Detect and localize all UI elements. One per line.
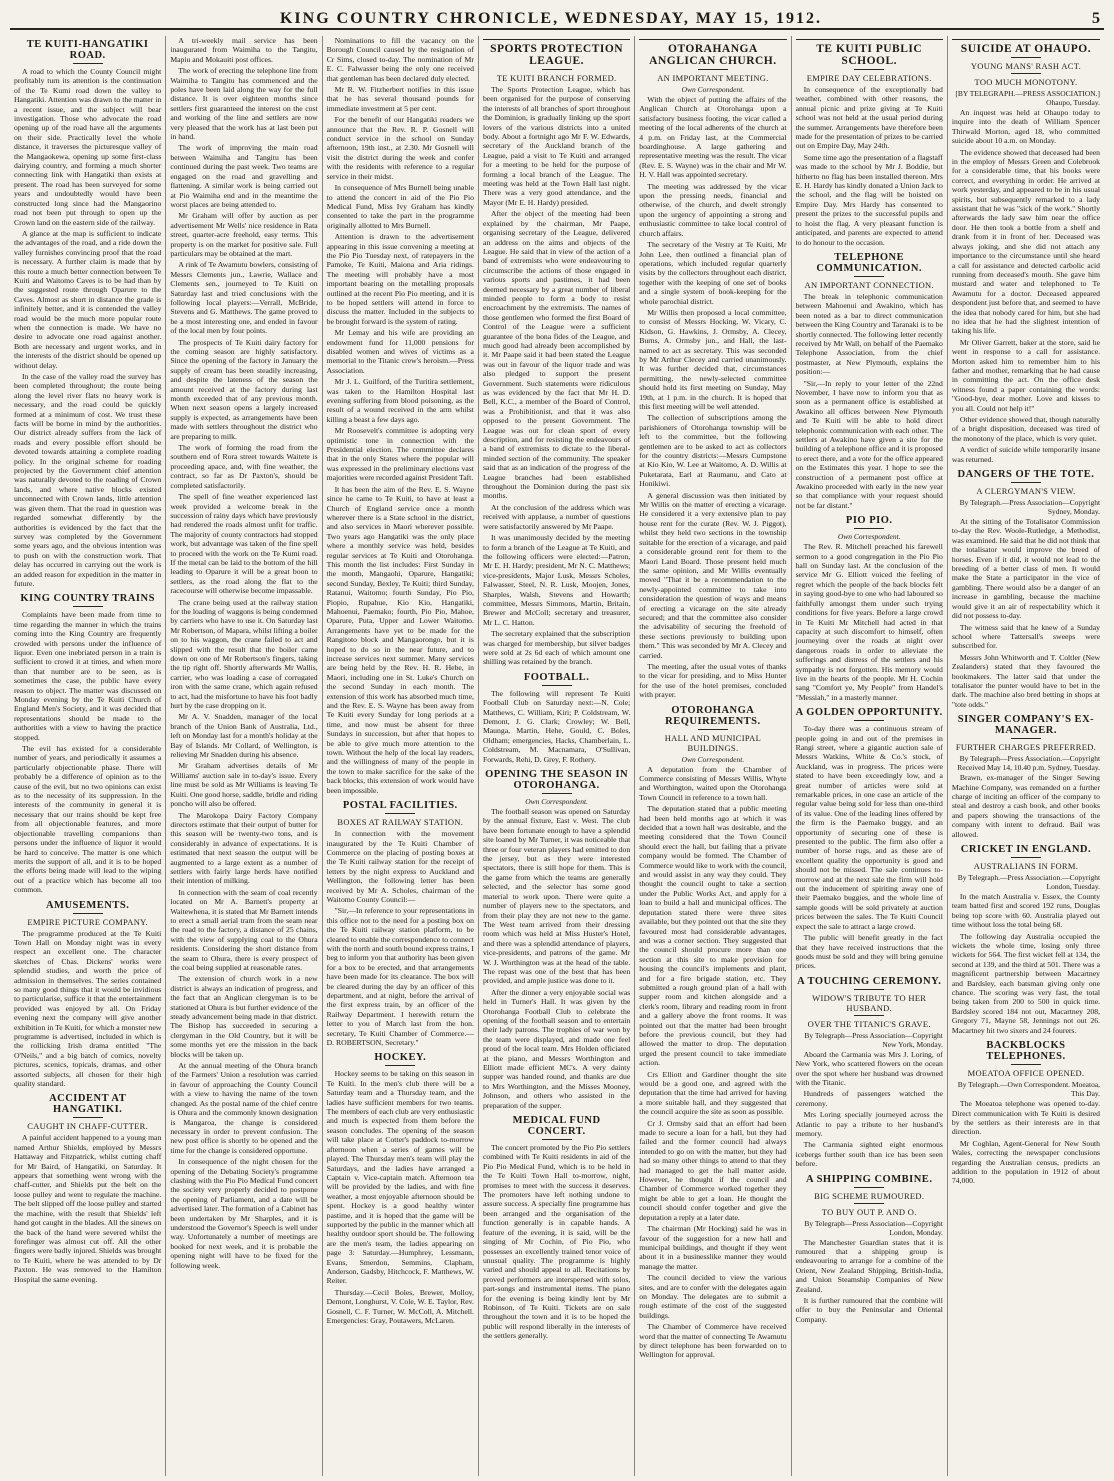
article-paragraph: A rink of Te Awamutu bowlers, consisting of Messrs Clements jun., Lawrie, Wallace and Clements sen., journeyed to Te Kuiti on Saturday last and tried conclusions with the following local players:—Verrall, McBride, Stevens and G. Matthews. The game proved to be a most interesting one, and ended in favour of the local men by four points. (170, 260, 318, 336)
article-paragraph: At the annual meeting of the Ohura branch of the Farmers' Union a resolution was carried in favour of approaching the County Council with a view to having the name of the town changed. As the postal name of the chief centre is Ohura and the commonly known designation is Mangaroa, the change is considered necessary in order to prevent confusion. The new post office is shortly to be opened and the time for the change is considered opportune. (170, 1061, 318, 1155)
article-subheading: CAUGHT IN CHAFF-CUTTER. (27, 1121, 149, 1132)
article-paragraph: Mr A. V. Snadden, manager of the local branch of the Union Bank of Australia, Ltd., left on Monday last for a month's holiday at the Bay of Islands. Mr Collard, of Wellington, is relieving Mr Snadden during his absence. (170, 712, 318, 760)
article-subheading: A CLERGYMAN'S VIEW. (976, 486, 1076, 497)
article-paragraph: The break in telephonic communication between Mahoenui and Awakino, which has been noted as a bar to direct communication between the King Country and Taranaki is to be shortly connected. The following letter recently received by Mr Wall, on behalf of the Paemako Telephone Association, from the chief postmaster, at New Plymouth, explains the position:— (795, 291, 943, 377)
article-paragraph: Cr J. Ormsby said that an effort had been made to secure a loan for a hall, but they had failed and the former council had always intended to go on with the matter, but they had had so many other things to attend to that they had managed to get the hall matter aside. However, he thought if the council and Chamber of Commerce worked together they might be able to get a loan. He thought the council should confer together and give the deputation a reply at a later date. (639, 1118, 787, 1222)
article-paragraph: It is further rumoured that the combine will offer to buy the Peninsular and Oriental Company. (795, 1296, 943, 1324)
article-paragraph: The evidence showed that deceased had been in the employ of Messrs Green and Colebrook for a considerable time, that his books were correct, and everything in order. He arrived at work yesterday, and appeared to be in his usual spirits, but subsequently remarked to a lady assistant that he was "sick of the work." Shortly afterwards the lady saw him near the office door. He then took a bottle from a shelf and drank from it in front of her. Deceased was always joking, and she did not attach any importance to the circumstance until she heard a call for assistance and detected carbolic acid running from deceased's mouth. She gave him mustard and water and telephoned to Te Awamutu for a doctor. Deceased appeared despondent just before that, and seemed to have the idea that nobody cared for him, but she had no idea that he had the slightest intention of taking his life. (951, 147, 1101, 336)
article-paragraph: At the sitting of the Totalisator Commission to-day the Rev. Woole-Rutledge, a Methodist, was examined. He said that he did not think that the totalisator would improve the breed of horses. Even if it did, it would not lead to the breeding of a better class of men. It would make the State a participator in the vice of gambling. There would also be a danger of an increase in gambling, because the machine would give it an air of respectability which it did not possess to-day. (951, 517, 1101, 621)
article-paragraph: The work of erecting the telephone line from Waimiha to Tangitu has commenced and the poles have been laid along the way for the full distance. It is over eighteen months since settlers first guaranteed the interest on the cost and working of the line and settlers are now very pleased that the work has at last been put in hand. (170, 66, 318, 142)
heading-rule (698, 729, 728, 730)
article-paragraph: The crane being used at the railway station for the loading of waggons is being condemned by carriers who have to use it. On Saturday last Mr Robertson, of Mapara, whilst lifting a boiler on to his waggon, the crane failed to act and slipped with the result that the boiler came down on one of Mr Robertson's fingers, taking the tip right off. Shortly afterwards Mr Wallis, carrier, who was loading a case of corrugated iron with the same crane, which again refused to act, had the misfortune to have his foot badly hurt by the case dropping on it. (170, 597, 318, 711)
article-byline: Own Correspondent. (837, 532, 901, 542)
article-heading: ACCIDENT AT HANGATIKI. (49, 1093, 127, 1116)
heading-rule (854, 1187, 884, 1188)
article-paragraph: In connection with the seam of coal recently located on Mr A. Barnett's property at Waitewhena, it is stated that Mr Barnett intends to erect a small aerial tram from the seam near the road to the factory, a distance of 25 chains, with the view of supplying coal to the Ohura residents. Considering the short distance from the seam to Ohura, there is every prospect of the coal being supplied at reasonable rates. (170, 887, 318, 972)
article-dateline: [BY TELEGRAPH.—PRESS ASSOCIATION.] Ohaupo, Tuesday. (955, 89, 1101, 107)
column-7 (948, 36, 1104, 1476)
article (952, 1040, 1100, 1186)
article-paragraph: The deputation stated that a public meeting had been held months ago at which it was decided that a town hall was desirable, and the meeting considered that the Town Council should erect the hall, but failing that a private company would be formed. The Chamber of Commerce would like to work with the council, and would assist in any way they could. They thought the council ought to take a section under the Public Works Act, and apply for a loan to build a hall and municipal offices. The deputation stated there were three sites available, but they pointed out that the site they favoured most had considerable advantages, and was a corner section. They suggested that the council should procure more than one section at this site to make provision for housing the council's implements and plant, and for a fire brigade station, etc. They submitted a rough ground plan of a hall with supper room and kitchen alongside and a clerk's room, library and reading room in front and a gallery above the front rooms. It was pointed out that the matter had been brought before the previous council, but they had allowed the matter to drop. The deputation urged the present council to take immediate action. (639, 804, 787, 1068)
article-subheading: EMPIRE DAY CELEBRATIONS. (806, 73, 932, 83)
article-paragraph: The following will represent Te Kuiti Football Club on Saturday next:—N. Cole; Matthews, C. William, Kiri; P. Coldstream, W. Demont, J. G. Clark; Crowley; W. Bell, Maunga, Martin, Hehe, Gould, C. Boles, Oldham; emergencies, Hacks, Chamberlain, L. Coldstream, M. Macnamara, O'Sullivan, Forwards, Rehi, D. Grey, F. Rothery. (482, 688, 631, 764)
column-4 (479, 36, 635, 1476)
heading-rule (854, 720, 884, 721)
article-dateline: By Telegraph.—Own Correspondent. Moeatoa, This Day. (957, 1080, 1101, 1099)
heading-rule (73, 913, 103, 914)
heading-rule (1011, 1064, 1041, 1065)
article-paragraph: The concert promoted by the Pio Pio settlers combined with Te Kuiti residents in aid of the Pio Pio Medical Fund, which is to be held in the Te Kuiti Town Hall to-morrow, night, promises to meet with the success it deserves. The promoters have left nothing undone to assure success. A specially fine programme has been arranged and the organisation of the function generally is in capable hands. A feature of the evening, it is said, will be the singing of Mr Cochin, of Pio Pio, who possesses an excellently trained tenor voice of unusual quality. The programme is highly varied and should appeal to all. Recitations by proved performers are interspersed with solos, part-songs and instrumental items. The piano for the evening is being kindly lent by Mr Robinson, of Te Kuiti. Tickets are on sale throughout the town and it is to be hoped the public will respond liberally in the interests of the settlers generally. (482, 1143, 631, 1341)
article-paragraph: The Moeatoa telephone was opened to-day. Direct communication with Te Kuiti is desired by the settlers as their interests are in that direction. (951, 1099, 1101, 1137)
article-paragraph: The Manchester Guardian states that it is rumoured that a shipping group is endeavouring to arrange for a combine of the Orient, New Zealand Shipping, British-India, and Union Steamship Companies of New Zealand. (795, 1237, 943, 1294)
article-paragraph: Other evidence showed that, though naturally of a bright disposition, deceased was tired of the monotony of the place, which is very quiet. (951, 415, 1101, 443)
article-paragraph: After the dinner a very enjoyable social was held in Turner's Hall. It was given by the Otorohanga Football Club to celebrate the opening of the football season and to entertain their lady patrons. The trophies of war won by the team were displayed, and made one feel proud of the local team. Mrs Holden officiated at the piano, and Messrs Worthington and Elliott made efficient MC's. A very dainty supper was handed round, and thanks are due to Mrs Worthington, and the Misses Mooney, Johnson, and others who assisted in the preparation of the supper. (482, 987, 631, 1110)
article-dateline: By Telegraph—Press Association—Copyright London, Monday. (804, 1218, 943, 1237)
article-paragraph: Mrs Loring specially journeyed across the Atlantic to pay a tribute to her husband's memory. (795, 1110, 943, 1138)
article-paragraph: The witness said that he knew of a Sunday school where Tattersall's sweeps were subscribed for. (951, 622, 1101, 651)
article-paragraph: At the conclusion of the address which was received with applause, a number of questions were satisfactorily answered by Mr Paape. (482, 502, 631, 531)
article-paragraph: Mr Coghlan, Agent-General for New South Wales, correcting the newspaper conclusions regarding the Australian census, predicts an addition to the population in 1912 of about 74,000. (951, 1138, 1101, 1186)
article-paragraph: Mr Lemay and his wife are providing an endowment fund for 11,000 pensions for disabled women and wives of victims as a memorial to the Titanic crew's heroism.—Press Association. (326, 328, 474, 375)
article-paragraph: Mr Graham advertises details of Mr Williams' auction sale in to-day's issue. Every line must be sold as Mr Williams is leaving Te Kuiti. One good horse, saddle, bridle and riding poncho will also be offered. (170, 761, 318, 809)
article-byline: Own Correspondent. (525, 797, 588, 807)
article-subheading: BIG SCHEME RUMOURED. (814, 1190, 925, 1201)
heading-rule (542, 69, 572, 70)
page-number: 5 (1092, 10, 1100, 27)
article (483, 39, 630, 667)
article (796, 39, 943, 247)
subheading-rule (854, 1015, 884, 1016)
article-subheading: EMPIRE PICTURE COMPANY. (27, 916, 148, 927)
heading-rule (854, 528, 884, 529)
article-paragraph: The meeting was addressed by the vicar upon the pressing needs, financial and otherwise, of the church, and dwelt strongly upon the urgency of appointing a strong and enthusiastic committee to take local control of church affairs. (639, 181, 787, 238)
heading-rule (73, 1117, 103, 1118)
article-heading: DANGERS OF THE TOTE. (957, 469, 1095, 481)
column-6 (792, 36, 948, 1476)
article-paragraph: Mr Willis then proposed a local committee, to consist of Messrs Hocking, W. Vicary, C. Kidson, G. Hawkins, J. Ormsby, A. Clecey, Burns, A. Ormsby jun., and Hall, the last-named to act as secretary. This was seconded by Mr Arthur Clecey and carried unanimously. It was further decided that, circumstances permitting, the newly-selected committee should hold its first meeting on Sunday, May 19th, at 1 p.m. in the church. It is hoped that this first meeting will be well attended. (639, 307, 787, 411)
article-paragraph: In consequence of the exceptionally bad weather, combined with other reasons, the annual picnic and prize giving at Te Kuiti school was not held at the usual period during the summer. Arrangements have therefore been made for the presentation of prizes to be carried out on Empire Day, May 24th. (795, 85, 943, 151)
article-dateline: By Telegraph.—Press Association—Copyright Sydney, Monday. (959, 498, 1101, 517)
article-heading: AMUSEMENTS. (45, 899, 130, 911)
article (796, 515, 943, 702)
article-paragraph: Hundreds of passengers watched the ceremony. (795, 1089, 943, 1108)
article-heading: TELEPHONE COMMUNICATION. (816, 251, 923, 274)
article-paragraph: The work of improving the main road between Waimiha and Tangitu has been continued during the past week. Two teams are engaged on the road and gravelling and flattening. A similar work is being carried out at Pio Waimiha end and in the meantime the worst places are being attended to. (170, 143, 318, 209)
heading-rule (385, 1065, 415, 1066)
article-paragraph: Mr J. L. Guilford, of the Turitira settlement, was taken to the Hamilton Hospital last evening suffering from blood poisoning, as the result of a wound received in the arm whilst killing a beast a few days ago. (326, 377, 474, 424)
heading-rule (1011, 57, 1041, 58)
article (483, 1115, 630, 1341)
article (14, 39, 161, 588)
article-subheading: MOEATOA OFFICE OPENED. (967, 1068, 1085, 1079)
column-1 (10, 36, 166, 1476)
column-5 (635, 36, 791, 1476)
article (796, 976, 943, 1169)
article-paragraph: Messrs John Whitworth and T. Coltler (New Zealanders) stated that they favoured the bookmakers. The latter said that under the totalisator the punter would have to bet in the dark. The machine also bred betting in shops at "tote odds." (951, 652, 1101, 709)
article-paragraph: For the benefit of our Hangatiki readers we announce that the Rev. R. P. Gosnell will conduct service in the school on Sunday afternoon, 19th inst., at 2.30. Mr Gosnell will visit the district during the week and confer with the residents with reference to a regular service in their midst. (326, 115, 474, 181)
heading-rule (73, 63, 103, 64)
heading-rule (542, 793, 572, 794)
article-paragraph: A verdict of suicide while temporarily insane was returned. (951, 445, 1101, 464)
article-subheading: AN IMPORTANT MEETING. (657, 73, 769, 83)
article-paragraph: It was unanimously decided by the meeting to form a branch of the League at Te Kuiti, and the following officers were elected:—Patron, Mr E. H. Hardy; president, Mr N. C. Matthews; vice-presidents, Major Lusk, Messrs Scholes, Falwasser, Steel, N. R. Lusk, Moojen, Jones, Sharples, Walsh, Stevens and Howarth; committee, Messrs Simmons, Martin, Britain, Brewer and McColl; secretary and treasurer, Mr L. C. Hatton. (482, 533, 631, 627)
article-paragraph: Mr Roosevelt's committee is adopting very optimistic tone in connection with the Presidential election. The committee declares that in the only States where the popular will was expressed in the preliminary elections vast majorities were recorded against President Taft. (326, 426, 474, 483)
article-paragraph: A glance at the map is sufficient to indicate the advantages of the road, and a ride down the valley furnishes convincing proof that the road is necessary. A further claim is made that by this route a much better connection between Te Kuiti and Waitomo Caves is to be had than by the suggested route through Oparure to the Caves. Almost as short in distance the grade is infinitely better, and it is contended the valley road would be the much more popular route when the connection is made. We have no desire to advocate one road against another. Both are necessary and urgent works, and in the interests of the district should be opened up without delay. (14, 228, 162, 370)
article-paragraph: Aboard the Carmania was Mrs J. Loring, of New York, who scattered flowers on the ocean over the spot where her husband was drowned with the Titanic. (795, 1049, 943, 1087)
article-paragraph: In consequence of Mrs Burnell being unable to attend the concert in aid of the Pio Pio Medical Fund, Miss Ivy Graham has kindly consented to take the part in the programme originally allotted to Mrs Burnell. (326, 183, 474, 230)
column-2 (166, 36, 322, 1476)
masthead (10, 6, 1104, 30)
article-heading: A SHIPPING COMBINE. (805, 1173, 933, 1185)
article-paragraph: A road to which the County Council might profitably turn its attention is the continuation of the Te Kumi road down the valley to Hangatiki. Attention was drawn to the matter in a recent issue, and the subject will bear investigation. Those who advocate the road opening up of the road have all the arguments on their side. Practically level the whole distance, it traverses the picturesque valley of the Mangaokewa, opening up some first-class dairying country, and forming a much shorter connecting link with Hangatiki than exists at present. The road has been surveyed for some years and undoubtedly would have been constructed long since had the Mangaorino road not been put through to open up the Crown land on the eastern side of the railway. (14, 67, 162, 227)
article-subheading: TE KUITI BRANCH FORMED. (496, 73, 617, 83)
heading-rule (73, 606, 103, 607)
article-paragraph: With the object of putting the affairs of the Anglican Church at Otorohanga upon a satisfactory business footing, the vicar called a meeting of the local adherents of the church at 4 p.m. on Friday last, at the Commercial boardinghouse. A large gathering and representative meeting was the result. The vicar (Rev. E. S. Wayne) was in the chair and Mr W. H. V. Hall was appointed secretary. (639, 95, 787, 180)
article-paragraph: The secretary explained that the subscription was charged for membership, but silver badges were sold at 2s 6d each of which amount one shilling was retained by the branch. (482, 629, 631, 667)
article-paragraph: The Marokopa Dairy Factory Company directors estimate that their output of butter for this season will be twenty-two tons, and is considerably in advance of expectations. It is estimated that next season the output will be augmented to a large extent as a number of settlers with fairly large herds have notified their intention of milking. (170, 810, 318, 886)
heading-rule (542, 1139, 572, 1140)
article (170, 36, 317, 1270)
article-paragraph: The Sports Protection League, which has been organised for the purpose of conserving the interests of all branches of sport throughout the Dominion, is gradually linking up the sport lovers of the various districts into a united body. About a fortnight ago Mr F. W. Edwards, secretary of the Auckland branch of the League, paid a visit to Te Kuiti and arranged for a meeting to be held for the purpose of forming a local branch of the League. The meeting was held at the Town Hall last night. There was a very good attendance, and the Mayor (Mr E. H. Hardy) presided. (482, 85, 631, 207)
article-subheading: HALL AND MUNICIPAL BUILDINGS. (664, 732, 762, 753)
article (952, 844, 1100, 1035)
article-paragraph: The Rev. R. Mitchell preached his farewell sermon to a good congregation in the Pio Pio hall on Sunday last. At the conclusion of the service Mr G. Elliott voiced the feeling of regret which the people of the back blocks felt in saying good-bye to one who had laboured so faithfully amongst them under such trying conditions for five years. Before a large crowd in Te Kuiti Mr Mitchell had acted in that capacity at such discomfort to himself, often journeying over the roads at night over dangerous roads in order to alleviate the sufferings and distress of the settlers and his sympathy is not forgotten. His memory would live in the hearts of the people. Mr H. Cochin sang "Comfort ye, My People" from Handel's "Messiah," in a masterly manner. (795, 542, 943, 702)
heading-rule (854, 69, 884, 70)
article-heading: CRICKET IN ENGLAND. (960, 844, 1092, 855)
article-paragraph: The extension of church work in a new district is always an indication of progress, and the fact that an Anglican clergyman is to be stationed at Ohura is but further evidence of the steady advancement being made in that district. The Bishop has succeeded in securing a clergyman in the Old Country, but it will be some months yet ere the mission in the back blocks will be taken up. (170, 974, 318, 1059)
article-paragraph: A painful accident happened to a young man named Arthur Shields, employed by Messrs Hattaway and Fitzpatrick, whilst cutting chaff for Mr Baird, of Hangatiki, on Saturday. It appears that something went wrong with the chaff-cutter, and Shields put the belt on the loose pulley and went to regulate the machine. The belt slipped off the loose pulley and started the machine, with the result that Shields' left hand got caught in the blades. All the sinews on the back of the hand were severed whilst the forefinger was almost cut off. All the other fingers were badly injured. Shields was brought to Te Kuiti, where he was attended to by Dr Paxton. He was removed to the Hamilton Hospital the same evening. (14, 1133, 162, 1284)
heading-rule (854, 276, 884, 277)
article-paragraph: In connection with the movement inaugurated by the Te Kuiti Chamber of Commerce on the placing of posting boxes at the Te Kuiti railway station for the receipt of letters by the night express to Auckland and Wellington, the following letter has been received by Mr A. Scholes, chairman of the Waitomo County Council:— (326, 829, 474, 904)
article-paragraph: The chairman (Mr Hocking) said he was in favour of the suggestion for a new hall and municipal buildings, and thought if they went about it in a businesslike manner they would manage the matter. (639, 1224, 787, 1271)
article (796, 1174, 943, 1325)
article (14, 1093, 161, 1284)
article-heading: BACKBLOCKS TELEPHONES. (986, 1040, 1066, 1063)
article-paragraph: "Sir,—In reply to your letter of the 22nd November, I have now to inform you that as soon as a permanent office is established at Awakino all offices between New Plymouth and Te Kuiti will be able to hold direct telephonic communication with each other. The settlers at Awakino have given a site for the building of a telephone office and it is proposed to erect there, and a vote for the office appeared on the Estimates this year. I hope to see the construction of a permanent post office at Awakino proceeded with early in the new year so that compliance with your request should not be far distant." (795, 378, 943, 510)
article-paragraph: The meeting, after the usual votes of thanks to the vicar for presiding, and to Miss Hunter for the use of the hotel premises, concluded with prayer. (639, 661, 787, 700)
article (327, 1052, 474, 1325)
subheading-rule (854, 1203, 884, 1204)
article-paragraph: The football season was opened on Saturday by the annual fixture, East v. West. The club have been fortunate enough to have a splendid site loaned by Mr Turner, it was noticeable that three or four veteran players had emitted to don the jersey, but as they were interested spectators, there is still hope for them. This is the game from which the teams are generally selected, and the selector has some good material to work upon. There were quite a number of players new to the spectators, and from their play they are not new to the game. The West team arrived from their dressing room which was held at Miss Huster's Hotel, and there was a splendid attendance of players, vice-presidents, and patrons of the game. Mr W. J. Worthington was at the head of the table. The repast was one of the best that has been provided, and ample justice was done to it. (482, 807, 631, 986)
article-subheading: AN IMPORTANT CONNECTION. (804, 279, 934, 290)
article (952, 39, 1100, 464)
article-paragraph: It has been the aim of the Rev. E. S. Wayne since he came to Te Kuiti, to have at least a Church of England service once a month wherever there is a State school in the district, and also services in Maori wherever possible. Two years ago Hangatiki was the only place where a monthly service was held, besides regular services at Te Kuiti and Otorohanga. This month the list includes: First Sunday in the month, Mangaohi, Oparure, Hangatiki; second Sunday, Bexley, Te Kuiti; third Sunday, Ratanui, Waitomo; fourth Sunday, Pio Pio, Piopio, Rupahue, Kio Kio, Hangatiki, Mahoenui, Paemako; fourth, Pio Pio, Mahoe, Oparure, Puta, Upper and Lower Waitomo. Arrangements have yet to be made for the Rangitoto block and Mangaorongo, but it is hoped to do so in the near future, and to increase services next summer. Many services are being held by the Rev. H. R. Hebe, in Maori, including one in St. Luke's Church on the second Sunday in each month. The extension of this work has absorbed much time, and the Rev. E. S. Wayne has been away from Te Kuiti every Sunday for long periods at a time, and now must be absent for three Sundays in succession, but after that hopes to be able to give much more attention to the town. Without the help of the local lay readers, and the willingness of many of the people in the town to make sacrifice for the sake of the back blocks, this extension of work would have been impossible. (326, 484, 474, 795)
article-paragraph: The public will benefit greatly in the fact that they have received instructions that the goods must be sold and they will bring genuine prices. (795, 933, 943, 971)
article-paragraph: The programme produced at the Te Kuiti Town Hall on Monday night was in every respect an excellent one. The character sketches of Chas. Dickens' works were splendid studies, and worth the price of admission in themselves. The series contained so many good things that it would be invidious to particularise, suffice it that the entertainment provided was enjoyed by all. On Friday evening next the company will give another exhibition in Te Kuiti, for which a monster new programme is advertised, included in which is the rollicking Irish drama entitled "The O'Neils," and a big batch of comics, novelty pictures, scenics, topicals, dramas, and other assorted subjects, all chosen for their high quality standard. (14, 928, 162, 1089)
article-heading: TE KUITI-HANGATIKI ROAD. (26, 39, 149, 61)
article-subheading: YOUNG MANS' RASH ACT. (970, 61, 1082, 71)
article-paragraph: Mr Graham will offer by auction as per advertisement Mr Wells' nice residence in Rata street, quarter-acre freehold, easy terms. This property is on the market for positive sale. Full particulars may be obtained at the mart. (170, 211, 318, 258)
article-byline: Own Correspondent. (681, 85, 745, 94)
article-heading: OTORAHANGA ANGLICAN CHURCH. (639, 39, 786, 67)
article-paragraph: The spell of fine weather experienced last week provided a welcome break in the succession of rainy days which have previously had rendered the roads almost unfit for traffic. The majority of county contractors had stopped work, but advantage was taken of the fine spell to proceed with the work on the Te Kumi road. If the metal can be laid to the bottom of the hill leading to Oparure it will be a great boon to settlers, as the road along the flat to the racecourse will otherwise become impassable. (170, 492, 318, 596)
article-paragraph: Complaints have been made from time to time regarding the manner in which the trains coming into the King Country are frequently crowded with persons under the influence of liquor. Even one inebriated person in a train is sufficient to crowd it at times, and when more than that number are to be seen, as is sometimes the case, the public have every reason to object. The matter was discussed on Monday evening by the Te Kuiti Church of England Men's Society, and it was decided that representations should be made to the authorities with a view to having the practice stopped. (14, 610, 162, 742)
article (796, 252, 943, 510)
article-heading: SUICIDE AT OHAUPO. (952, 39, 1100, 55)
article-paragraph: In the case of the valley road the survey has been completed throughout; the route being along the level river flats no heavy work is necessary, and the road could be quickly formed at a minimum of cost. We trust these facts will be borne in mind by the authorities. Our district already suffers from the lack of roads and every possible effort should be devoted towards attaining a complete roading policy. In the original scheme for roading projected by the Government chief attention was naturally devoted to the roading of Crown lands, and where native blocks existed unconnected with Crown lands, little attention was given them. That the road in question was regarded somewhat differently by the authorities is evidenced by the fact that the survey was completed by the Government some years ago, and the obvious intention was to push on with the construction work. That delay has occurred in carrying out the work is an added reason for expedition in the matter in future. (14, 372, 162, 588)
article-paragraph: The Carmania sighted eight enormous icebergs further south than ice has been seen before. (795, 1140, 943, 1169)
article (483, 672, 630, 764)
article-heading: PIO PIO. (845, 515, 893, 527)
article-subheading: BOXES AT RAILWAY STATION. (337, 817, 464, 828)
article-subheading: FURTHER CHARGES PREFERRED. (955, 742, 1097, 753)
article-paragraph: A deputation from the Chamber of Commerce consisting of Messrs Willis, Whyte and Worthington, waited upon the Otorohanga Town Council in reference to a town hall. (639, 764, 787, 802)
article (14, 593, 161, 894)
column-3 (323, 36, 479, 1476)
article-paragraph: A tri-weekly mail service has been inaugurated from Waimiha to the Tangitu, Mapiu and Mokauiti post offices. (170, 36, 318, 64)
article-heading: SPORTS PROTECTION LEAGUE. (483, 39, 630, 67)
heading-rule (854, 989, 884, 990)
article (952, 469, 1100, 709)
article-paragraph: A general discussion was then initiated by Mr Willis on the matter of erecting a vicarage. He considered it a very extensive plan to pay house rent for the curate (Rev. W. J. Piggot), whilst they held two sections in the township suitable for the erection of a vicarage, and paid a considerable ground rent for them to the Maori Land Board. Those present held much the same opinion, and Mr Willis eventually moved "That it be a recommendation to the newly-appointed committee to take into consideration the question of ways and means of erecting a vicarage on the site already secured; and that the committee also consider the advisability of securing the freehold of these sections previously to building upon them." This was seconded by Mr A. Clecey and carried. (639, 490, 787, 660)
article-heading: MEDICAL FUND CONCERT. (512, 1115, 601, 1138)
article (639, 39, 786, 700)
article-paragraph: "Sir,—In reference to your representations in this office not to the need for a posting box on the Te Kuiti railway station platform, to be cleared to enable the correspondence to connect with the north and south bound express trains, I beg to inform you that authority has been given for a box to be erected, and that arrangements have been made for its clearance. The box will be cleared during the day by an officer of this department, and at night, before the arrival of the first express train, by an officer of the Railway Department. I herewith return the letter to you of March last from the hon. secretary, Te Kuiti Chamber of Commerce.—D. ROBERTSON, Secretary." (326, 906, 474, 1048)
article-paragraph: The prospects of Te Kuiti dairy factory for the coming season are highly satisfactory. Since the opening of the factory in January the supply of cream has been steadily increasing, and despite the lateness of the season the amount received at the factory during last month exceeded that of any previous month. When next season opens a largely increased supply is expected, as arrangements have been made with settlers throughout the district who are preparing to milk. (170, 337, 318, 441)
article-heading: OPENING THE SEASON IN OTOROHANGA. (485, 769, 629, 792)
article-heading: POSTAL FACILITIES. (342, 800, 458, 812)
article (483, 769, 630, 1110)
article (639, 705, 786, 1360)
article (14, 900, 161, 1089)
article-paragraph: The following day Australia occupied the wickets the whole time, losing only three wickets for 564. The first wicket fell at 134, the second at 139, and the third at 501. There was a magnificent partnership between Macartney and Bardsley, each batsman giving only one chance. The scoring was very fast, the total being taken from 200 to 500 in quick time. Bardsley scored 184 not out, Macartney 208, Gregory 71, Mayne 58, Jennings not out 26. Macartney hit two sixers and 24 fourers. (951, 931, 1101, 1035)
article-paragraph: Thursday.—Cecil Boles, Brewer, Molloy, Demont, Longhurst, V. Cole, W. E. Taylor, Rev. Gosnell, C. F. Turner, W. McColl, A. Mitchell. Emergencies: Gray, Poutawers, McLaren. (326, 1287, 474, 1325)
heading-rule (1011, 738, 1041, 739)
article-subheading-2: TOO MUCH MONOTONY. (974, 77, 1078, 87)
article-paragraph: Nominations to fill the vacancy on the Borough Council caused by the resignation of Cr Sims, closed to-day. The nomination of Mr E. C. Falwasser being the only one received that gentleman has been declared duly elected. (326, 36, 474, 83)
newspaper-columns (10, 36, 1104, 1476)
article-heading: A TOUCHING CEREMONY. (797, 975, 942, 987)
article-paragraph: Mr R. W. Fitzherbert notifies in this issue that he has several thousand pounds for immediate investment at 5 per cent. (326, 85, 474, 113)
article-paragraph: Hockey seems to be taking on this season in Te Kuiti. In the men's club there will be a Saturday team and a Thursday team, and the ladies have sufficient members for two teams. The members of each club are very enthusiastic and much is expected from them before the season concludes. The opening of the season will take place at Cotter's paddock to-morrow afternoon when a series of games will be played. The Thursday men's team will play the Saturdays, and the ladies have arranged a Captain v. Vice-captain match. Afternoon tea will be provided by the ladies, and with fine weather, a most enjoyable afternoon should be spent. Hockey is a good healthy winter pastime, and it is hoped that the game will be supported by the public in the manner which all healthy outdoor sport should be. The following are the men's team, the ladies appearing on page 3: Saturday.—Humphrey, Lessmann, Evans, Smerdon, Semmins, Clapham, Anderson, Gadsby, Hitchcock, F. Matthews, W. Reiter. (326, 1069, 474, 1286)
article-paragraph: Attention is drawn to the advertisement appearing in this issue convening a meeting at the Pio Pio Tuesday next, of ratepayers in the Pamoke, Te Kuiti, Maiona and Aria ridings. The meeting will probably have a most important bearing on the metalling proposals outlined at the recent Pio Pio meeting, and it is to be hoped settlers will attend in force to discuss the matter. Included in the subjects to be brought forward is the system of rating. (326, 232, 474, 326)
article (796, 707, 943, 971)
article-heading: SINGER COMPANY'S EX-MANAGER. (957, 714, 1095, 737)
article-dateline: By Telegraph.—Press Association.—Copyright London, Tuesday. (957, 873, 1101, 891)
article-heading: KING COUNTRY TRAINS (20, 593, 155, 605)
article-heading: FOOTBALL. (523, 671, 590, 683)
article-heading: A GOLDEN OPPORTUNITY. (795, 707, 943, 719)
article-paragraph: The collection of subscriptions among the parishioners of Otorohanga township will be left to the committee, but the following gentlemen are to be asked to act as collectors for the country districts:—Messrs Cumpstone at Kio Kio, W. Lee at Waitomo, A. D. Willis at Puketarata, Earl at Raumanu, and Cato at Honikiwi. (639, 413, 787, 489)
article-byline: Own Correspondent. (681, 754, 745, 764)
article-paragraph: Some time ago the presentation of a flagstaff was made to the school by Mr J. Boddie, but hitherto no flag has been installed thereon. Mrs E. H. Hardy has kindly donated a Union Jack to the school, and the flag will be hoisted on Empire Day. Mrs Hardy has consented to present the prizes to the successful pupils and to hoist the flag. A very pleasant function is anticipated, and parents are expected to attend to do honour to the occasion. (795, 152, 943, 247)
article-paragraph: To-day there was a continuous stream of people going in and out of the premises in Rangi street, where a gigantic auction sale of Messrs Watkins, White & Co.'s stock, of Auckland, was in progress. The prices were stated to have been exceedingly low, and a great number of articles were sold at remarkable prices, in one case an article of the regular value being sold for less than one-third of its value. One of the leading lines offered by the firm is the Paemako buggy, and an opportunity of securing one of these is presented to the public. The firm also offer a number of horse rugs, and as these are of excellent quality the opportunity is good and should not be missed. The sale continues to-morrow and at the next sale the firm will hold out the inducement of spiriting away one of their Paemako buggies, and the whole line of sample goods will be sold privately at auction prices between the sales. The Te Kuiti Council expect the sale to attract a large crowd. (795, 724, 943, 931)
article-dateline: By Telegraph—Press Association—Copyright New York, Monday. (804, 1030, 943, 1049)
article-paragraph: The evil has existed for a considerable number of years, and periodically it assumes a particularly objectionable phase. There will probably be a difference of opinion as to the cause of the evil, but no two opinions can exist as to the necessity of its suppression. In the interests of the community in general it is necessary that our trains should be kept free from all objectionable features, and more objectionable travelling companions than persons under the influence of liquor it would be hard to conceive. The matter is one which merits the support of all, and it is to be hoped the efforts being made will lead to the wiping out of a practice which has become all too common. (14, 744, 162, 895)
article-subheading-2: TO BUY OUT P. AND O. (821, 1206, 917, 1217)
article-paragraph: After the object of the meeting had been explained by the chairman, Mr Paape, organising secretary of the League, delivered an address on the aims and objects of the League. He said that in view of the action of a band of extremists who were endeavouring to circumscribe the actions of those engaged in various sports and pastimes, it had been deemed necessary by a great number of liberal minded people to form a body to resist encroachment by the extremists. The names of those gentlemen who formed the first Board of Control of the League were a sufficient guarantee of the bona fides of the League, and much good had already been accomplished by it. Mr Paape said it had been stated the League was out in favour of the liquor trade and was also pledged to support the present Government. Such statements were ridiculous as was evidenced by the fact that Mr H. D. Bell, K.C., a member of the Board of Control, was a Prohibitionist, and that it was also opposed to the present Government. The League was out for clean sport of every description, and for resisting the endeavours of a band of extremists to dictate to the liberal-minded section of the community. The speaker said that as an indication of the progress of the League branches had been established throughout the Dominion during the past six months. (482, 209, 631, 501)
article (952, 714, 1100, 839)
article-dateline: By Telegraph—Press Association.—Copyright Received May 14, 10.40 p.m. Sydney, Tuesday. (957, 754, 1101, 773)
article (327, 800, 474, 1047)
article-heading: TE KUITI PUBLIC SCHOOL. (796, 39, 943, 67)
article-paragraph: An inquest was held at Ohaupo today to inquire into the death of William Spencer Thirwald Morton, aged 18, who committed suicide about 10 a.m. on Monday. (951, 108, 1101, 146)
subheading-rule (1011, 73, 1041, 74)
masthead-title: KING COUNTRY CHRONICLE, WEDNESDAY, MAY 15, 1912. (279, 10, 823, 27)
article-paragraph: Crs Elliott and Gardiner thought the site would be a good one, and agreed with the deputation that the time had arrived for having a more suitable hall, and they suggested that the council acquire the site as soon as possible. (639, 1069, 787, 1117)
article-paragraph: The work of forming the road from the southern end of Rora street towards Waitete is proceeding apace, and, with fine weather, the contract, so far as Dr Paxton's, should be completed satisfactorily. (170, 443, 318, 490)
article-paragraph: The Chamber of Commerce have received word that the matter of connecting Te Awamutu by direct telephone has been forwarded on to Wellington for approval. (639, 1322, 787, 1360)
article-heading: HOCKEY. (374, 1052, 427, 1064)
article-paragraph: The secretary of the Vestry at Te Kuiti, Mr John Lee, then outlined a financial plan of operations, which included regular quarterly visits by the collectors throughout each district, together with the keeping of one set of books and a single system of book-keeping for the whole parochial district. (639, 240, 787, 306)
article-subheading: AUSTRALIANS IN FORM. (973, 861, 1079, 871)
heading-rule (698, 69, 728, 70)
article-subheading: WIDOW'S TRIBUTE TO HER HUSBAND. (812, 992, 927, 1013)
article-subheading-2: OVER THE TITANIC'S GRAVE. (807, 1018, 931, 1029)
heading-rule (1011, 857, 1041, 858)
article-paragraph: Mr Oliver Garrett, baker at the store, said he went in response to a call for assistance. Morton asked him to remember him to his father and mother, remarking that he had cause in committing the act. On the office desk witness found a paper containing the words: "Good-bye, dear mother. Love and kisses to you all. Could not help it!" (951, 337, 1101, 413)
heading-rule (385, 813, 415, 814)
heading-rule (1011, 482, 1041, 483)
article (327, 36, 474, 795)
article-paragraph: In consequence of the night chosen for the opening of the Debating Society's programme clashing with the Pio Pio Medical Fund concert the society very properly decided to postpone the opening of Parliament, and a date will be advertised later. The formation of a Cabinet has been undertaken by Mr Sharples, and it is understood the Governor's Speech is well under way. Unfortunately a number of meetings are booked for next week, and it is probable the opening night will have to be fixed for the following week. (170, 1157, 318, 1270)
article-paragraph: Brawn, ex-manager of the Singer Sewing Machine Company, was remanded on a further charge of inciting an officer of the company to steal and destroy a cash book, and other books and papers showing the transactions of the company with intent to defraud. Bail was allowed. (951, 773, 1101, 839)
article-heading: OTOROHANGA REQUIREMENTS. (665, 704, 761, 727)
article-paragraph: In the match Australia v. Essex, the County team batted first and scored 192 runs, Douglas being top score with 60. Australia played out time without loss the total being 68. (951, 892, 1101, 930)
article-paragraph: The council decided to view the various sites, and are to confer with the delegates again on Monday. The delegates are to submit a rough estimate of the cost of the suggested buildings. (639, 1273, 787, 1320)
heading-rule (542, 685, 572, 686)
